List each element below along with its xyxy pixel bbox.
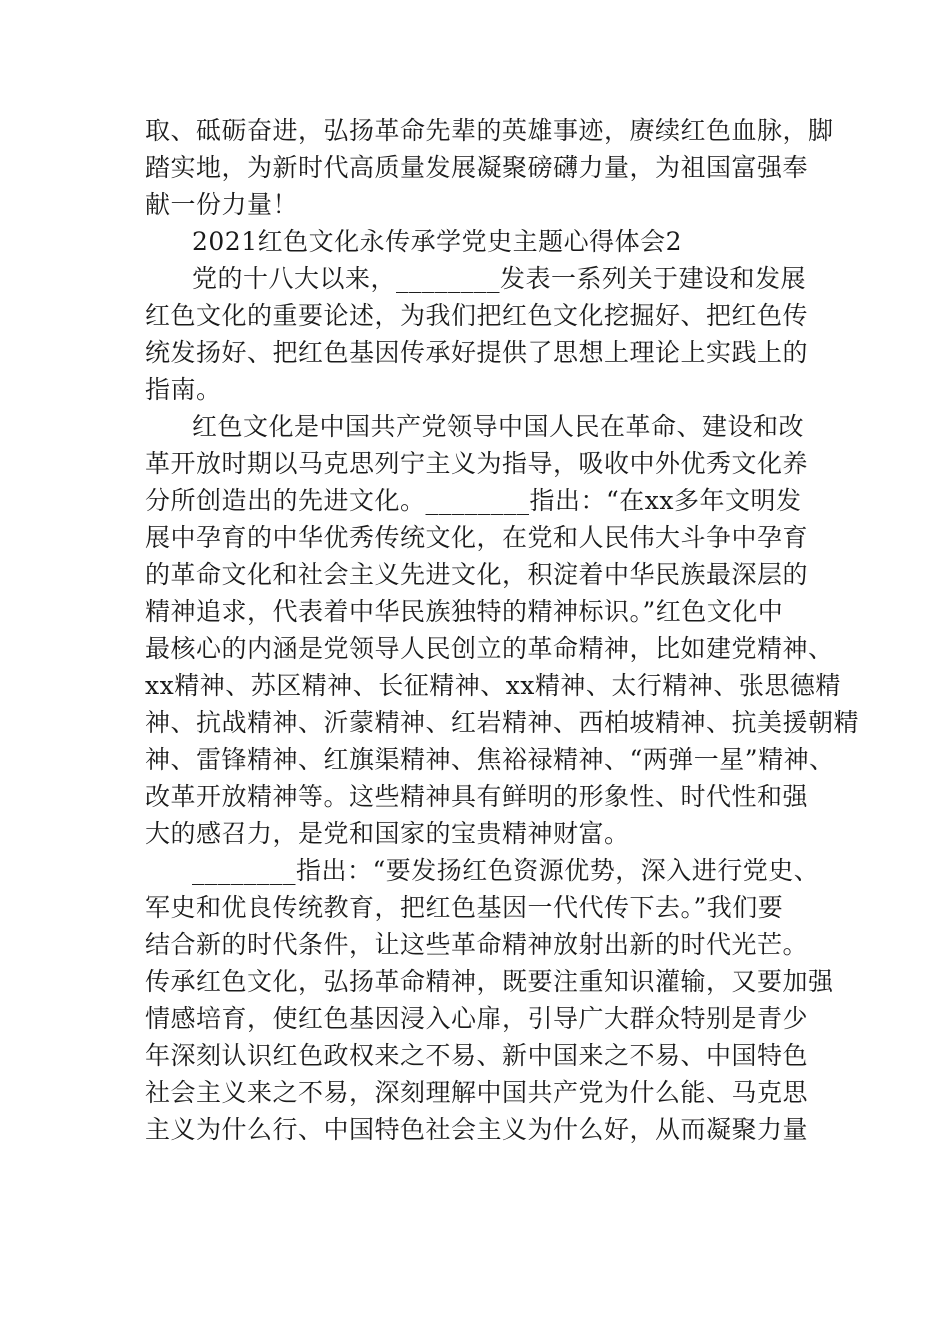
- section-title: 2021红色文化永传承学党史主题心得体会2: [192, 227, 683, 256]
- paragraph-line: 红色文化的重要论述，为我们把红色文化挖掘好、把红色传: [145, 301, 809, 330]
- paragraph-line: 最核心的内涵是党领导人民创立的革命精神，比如建党精神、: [145, 634, 834, 663]
- paragraph-line: 分所创造出的先进文化。________指出：“在xx多年文明发: [145, 486, 802, 515]
- paragraph-line: 展中孕育的中华优秀传统文化，在党和人民伟大斗争中孕育: [145, 523, 809, 552]
- paragraph-line: 指南。: [145, 375, 222, 404]
- paragraph-line: 年深刻认识红色政权来之不易、新中国来之不易、中国特色: [145, 1041, 809, 1070]
- paragraph-line: 的革命文化和社会主义先进文化，积淀着中华民族最深层的: [145, 560, 809, 589]
- paragraph-line: 统发扬好、把红色基因传承好提供了思想上理论上实践上的: [145, 338, 809, 367]
- paragraph-line: 主义为什么行、中国特色社会主义为什么好，从而凝聚力量: [145, 1115, 809, 1144]
- paragraph-line: 革开放时期以马克思列宁主义为指导，吸收中外优秀文化养: [145, 449, 809, 478]
- paragraph-line: 结合新的时代条件，让这些革命精神放射出新的时代光芒。: [145, 930, 809, 959]
- paragraph-line: 精神追求，代表着中华民族独特的精神标识。”红色文化中: [145, 597, 784, 626]
- document-body: [145, 112, 860, 1148]
- paragraph-line: 红色文化是中国共产党领导中国人民在革命、建设和改: [192, 412, 805, 441]
- paragraph-line: xx精神、苏区精神、长征精神、xx精神、太行精神、张思德精: [145, 671, 841, 700]
- paragraph-line: 情感培育，使红色基因浸入心扉，引导广大群众特别是青少: [145, 1004, 809, 1033]
- paragraph-line: 改革开放精神等。这些精神具有鲜明的形象性、时代性和强: [145, 782, 809, 811]
- paragraph-line: 献一份力量！: [145, 190, 299, 219]
- paragraph-line: 军史和优良传统教育，把红色基因一代代传下去。”我们要: [145, 893, 784, 922]
- paragraph-line: 传承红色文化，弘扬革命精神，既要注重知识灌输，又要加强: [145, 967, 834, 996]
- paragraph-line: 取、砥砺奋进，弘扬革命先辈的英雄事迹，赓续红色血脉，脚: [145, 116, 834, 145]
- paragraph-line: 神、雷锋精神、红旗渠精神、焦裕禄精神、“两弹一星”精神、: [145, 745, 835, 774]
- paragraph-line: 神、抗战精神、沂蒙精神、红岩精神、西柏坡精神、抗美援朝精: [145, 708, 860, 737]
- paragraph-line: 大的感召力，是党和国家的宝贵精神财富。: [145, 819, 630, 848]
- paragraph-line: 踏实地，为新时代高质量发展凝聚磅礴力量，为祖国富强奉: [145, 153, 809, 182]
- paragraph-line: 社会主义来之不易，深刻理解中国共产党为什么能、马克思: [145, 1078, 809, 1107]
- paragraph-line: 党的十八大以来，________发表一系列关于建设和发展: [192, 264, 807, 293]
- paragraph-line: ________指出：“要发扬红色资源优势，深入进行党史、: [192, 856, 820, 885]
